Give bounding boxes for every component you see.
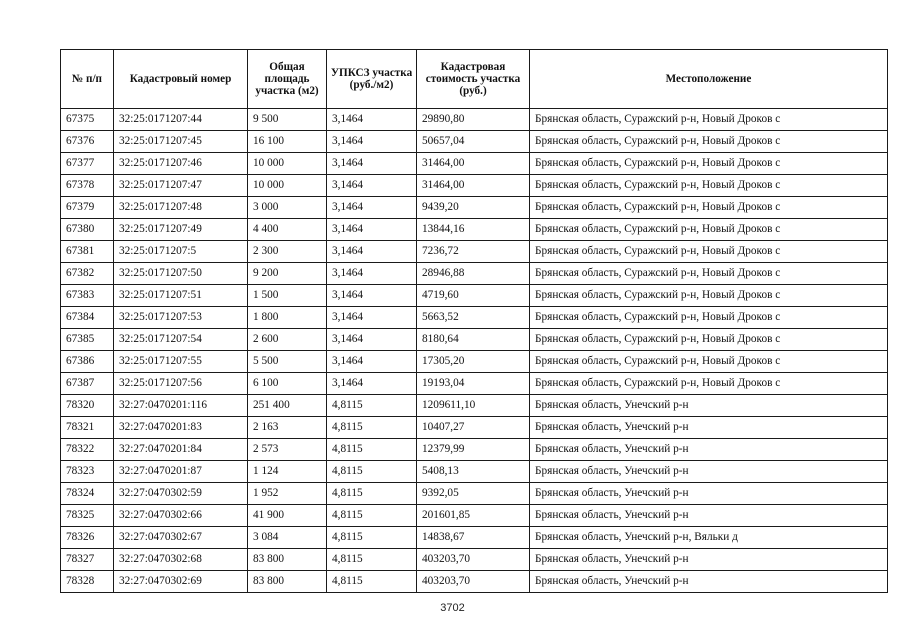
cell-cadastral-value: 12379,99 bbox=[417, 439, 530, 461]
cell-num: 78321 bbox=[61, 417, 114, 439]
header-num: № п/п bbox=[61, 50, 114, 109]
cell-num: 67386 bbox=[61, 351, 114, 373]
cell-location: Брянская область, Суражский р-н, Новый Дроков с bbox=[530, 285, 888, 307]
cell-area: 83 800 bbox=[248, 571, 327, 593]
cell-location: Брянская область, Суражский р-н, Новый Дроков с bbox=[530, 109, 888, 131]
table-row bbox=[61, 219, 888, 241]
cell-area: 2 163 bbox=[248, 417, 327, 439]
table-row bbox=[61, 285, 888, 307]
cell-num: 78324 bbox=[61, 483, 114, 505]
cell-area: 41 900 bbox=[248, 505, 327, 527]
cell-location: Брянская область, Унечский р-н bbox=[530, 483, 888, 505]
cell-cadastral-number: 32:25:0171207:44 bbox=[114, 109, 248, 131]
cell-num: 67375 bbox=[61, 109, 114, 131]
cell-area: 9 500 bbox=[248, 109, 327, 131]
cell-cadastral-number: 32:25:0171207:47 bbox=[114, 175, 248, 197]
cell-num: 67376 bbox=[61, 131, 114, 153]
cell-num: 67379 bbox=[61, 197, 114, 219]
table-row bbox=[61, 241, 888, 263]
cell-num: 78323 bbox=[61, 461, 114, 483]
cell-area: 1 124 bbox=[248, 461, 327, 483]
cell-num: 78327 bbox=[61, 549, 114, 571]
cell-cadastral-number: 32:25:0171207:48 bbox=[114, 197, 248, 219]
cell-cadastral-number: 32:25:0171207:51 bbox=[114, 285, 248, 307]
cell-cadastral-value: 5408,13 bbox=[417, 461, 530, 483]
cell-upksz: 4,8115 bbox=[327, 417, 417, 439]
cell-location: Брянская область, Суражский р-н, Новый Дроков с bbox=[530, 219, 888, 241]
cell-num: 67377 bbox=[61, 153, 114, 175]
cell-upksz: 3,1464 bbox=[327, 329, 417, 351]
header-upksz: УПКСЗ участка (руб./м2) bbox=[327, 50, 417, 109]
table-row bbox=[61, 263, 888, 285]
cell-cadastral-value: 9392,05 bbox=[417, 483, 530, 505]
cell-num: 78325 bbox=[61, 505, 114, 527]
cell-upksz: 4,8115 bbox=[327, 505, 417, 527]
cell-cadastral-number: 32:27:0470302:59 bbox=[114, 483, 248, 505]
cell-cadastral-value: 31464,00 bbox=[417, 153, 530, 175]
cell-cadastral-number: 32:27:0470302:69 bbox=[114, 571, 248, 593]
cell-area: 251 400 bbox=[248, 395, 327, 417]
cell-location: Брянская область, Унечский р-н bbox=[530, 505, 888, 527]
cell-upksz: 3,1464 bbox=[327, 351, 417, 373]
cell-area: 2 300 bbox=[248, 241, 327, 263]
cell-num: 67381 bbox=[61, 241, 114, 263]
table-row bbox=[61, 571, 888, 593]
cell-cadastral-value: 201601,85 bbox=[417, 505, 530, 527]
cell-location: Брянская область, Унечский р-н, Вяльки д bbox=[530, 527, 888, 549]
cell-cadastral-number: 32:27:0470302:67 bbox=[114, 527, 248, 549]
cell-upksz: 3,1464 bbox=[327, 373, 417, 395]
cell-cadastral-value: 14838,67 bbox=[417, 527, 530, 549]
cell-cadastral-number: 32:27:0470302:68 bbox=[114, 549, 248, 571]
cell-area: 1 952 bbox=[248, 483, 327, 505]
cell-cadastral-value: 7236,72 bbox=[417, 241, 530, 263]
cell-cadastral-number: 32:27:0470302:66 bbox=[114, 505, 248, 527]
table-row bbox=[61, 417, 888, 439]
cell-location: Брянская область, Суражский р-н, Новый Дроков с bbox=[530, 351, 888, 373]
cell-num: 67384 bbox=[61, 307, 114, 329]
cell-num: 78328 bbox=[61, 571, 114, 593]
cell-cadastral-number: 32:25:0171207:55 bbox=[114, 351, 248, 373]
cell-cadastral-value: 4719,60 bbox=[417, 285, 530, 307]
cell-area: 3 000 bbox=[248, 197, 327, 219]
cell-num: 67387 bbox=[61, 373, 114, 395]
cell-cadastral-number: 32:27:0470201:116 bbox=[114, 395, 248, 417]
cell-cadastral-value: 31464,00 bbox=[417, 175, 530, 197]
cell-cadastral-value: 8180,64 bbox=[417, 329, 530, 351]
cell-location: Брянская область, Унечский р-н bbox=[530, 395, 888, 417]
table-row bbox=[61, 131, 888, 153]
cell-upksz: 3,1464 bbox=[327, 263, 417, 285]
table-row bbox=[61, 175, 888, 197]
cell-area: 9 200 bbox=[248, 263, 327, 285]
cell-cadastral-number: 32:25:0171207:53 bbox=[114, 307, 248, 329]
cell-area: 2 600 bbox=[248, 329, 327, 351]
cell-cadastral-value: 50657,04 bbox=[417, 131, 530, 153]
cell-upksz: 4,8115 bbox=[327, 483, 417, 505]
cell-cadastral-number: 32:25:0171207:46 bbox=[114, 153, 248, 175]
cell-cadastral-value: 1209611,10 bbox=[417, 395, 530, 417]
cell-num: 78320 bbox=[61, 395, 114, 417]
cell-upksz: 3,1464 bbox=[327, 307, 417, 329]
cell-num: 67382 bbox=[61, 263, 114, 285]
cell-area: 16 100 bbox=[248, 131, 327, 153]
cell-area: 2 573 bbox=[248, 439, 327, 461]
cell-num: 78326 bbox=[61, 527, 114, 549]
cell-upksz: 3,1464 bbox=[327, 285, 417, 307]
header-area: Общая площадь участка (м2) bbox=[248, 50, 327, 109]
cell-location: Брянская область, Суражский р-н, Новый Дроков с bbox=[530, 307, 888, 329]
cell-upksz: 3,1464 bbox=[327, 219, 417, 241]
cell-upksz: 3,1464 bbox=[327, 153, 417, 175]
cell-location: Брянская область, Суражский р-н, Новый Дроков с bbox=[530, 175, 888, 197]
cell-cadastral-number: 32:27:0470201:83 bbox=[114, 417, 248, 439]
cell-area: 83 800 bbox=[248, 549, 327, 571]
cell-upksz: 3,1464 bbox=[327, 131, 417, 153]
table-row bbox=[61, 527, 888, 549]
table-row bbox=[61, 373, 888, 395]
cell-num: 67378 bbox=[61, 175, 114, 197]
cell-cadastral-value: 28946,88 bbox=[417, 263, 530, 285]
cell-area: 10 000 bbox=[248, 153, 327, 175]
cell-cadastral-number: 32:25:0171207:49 bbox=[114, 219, 248, 241]
table-row bbox=[61, 351, 888, 373]
table-row bbox=[61, 505, 888, 527]
cell-cadastral-value: 17305,20 bbox=[417, 351, 530, 373]
cell-location: Брянская область, Суражский р-н, Новый Дроков с bbox=[530, 241, 888, 263]
cell-upksz: 3,1464 bbox=[327, 241, 417, 263]
cell-cadastral-number: 32:25:0171207:5 bbox=[114, 241, 248, 263]
cell-cadastral-number: 32:25:0171207:45 bbox=[114, 131, 248, 153]
cell-num: 67385 bbox=[61, 329, 114, 351]
cell-cadastral-value: 9439,20 bbox=[417, 197, 530, 219]
cell-location: Брянская область, Унечский р-н bbox=[530, 549, 888, 571]
cell-area: 1 500 bbox=[248, 285, 327, 307]
table-row bbox=[61, 461, 888, 483]
cell-num: 67383 bbox=[61, 285, 114, 307]
cadastral-value-table bbox=[60, 49, 888, 593]
header-row bbox=[61, 50, 888, 109]
cell-area: 6 100 bbox=[248, 373, 327, 395]
cell-cadastral-value: 29890,80 bbox=[417, 109, 530, 131]
cell-cadastral-number: 32:25:0171207:54 bbox=[114, 329, 248, 351]
cell-cadastral-number: 32:25:0171207:56 bbox=[114, 373, 248, 395]
cell-location: Брянская область, Суражский р-н, Новый Дроков с bbox=[530, 131, 888, 153]
cell-upksz: 4,8115 bbox=[327, 439, 417, 461]
cell-location: Брянская область, Суражский р-н, Новый Дроков с bbox=[530, 373, 888, 395]
cell-upksz: 4,8115 bbox=[327, 571, 417, 593]
cell-area: 5 500 bbox=[248, 351, 327, 373]
cell-num: 78322 bbox=[61, 439, 114, 461]
cell-cadastral-value: 403203,70 bbox=[417, 571, 530, 593]
cell-cadastral-value: 13844,16 bbox=[417, 219, 530, 241]
table-header bbox=[61, 50, 888, 109]
cell-area: 1 800 bbox=[248, 307, 327, 329]
cell-cadastral-value: 5663,52 bbox=[417, 307, 530, 329]
table-body bbox=[61, 109, 888, 593]
cell-cadastral-number: 32:27:0470201:87 bbox=[114, 461, 248, 483]
page-number: 3702 bbox=[440, 602, 465, 614]
cell-upksz: 3,1464 bbox=[327, 175, 417, 197]
table-row bbox=[61, 439, 888, 461]
cell-location: Брянская область, Суражский р-н, Новый Дроков с bbox=[530, 329, 888, 351]
cell-upksz: 4,8115 bbox=[327, 549, 417, 571]
cell-cadastral-value: 403203,70 bbox=[417, 549, 530, 571]
cell-upksz: 3,1464 bbox=[327, 109, 417, 131]
cell-num: 67380 bbox=[61, 219, 114, 241]
table-row bbox=[61, 307, 888, 329]
table-row bbox=[61, 329, 888, 351]
cell-upksz: 4,8115 bbox=[327, 527, 417, 549]
cell-cadastral-number: 32:27:0470201:84 bbox=[114, 439, 248, 461]
table-row bbox=[61, 153, 888, 175]
header-location: Местоположение bbox=[530, 50, 888, 109]
table-row bbox=[61, 197, 888, 219]
cell-location: Брянская область, Унечский р-н bbox=[530, 417, 888, 439]
cell-location: Брянская область, Унечский р-н bbox=[530, 461, 888, 483]
cell-cadastral-number: 32:25:0171207:50 bbox=[114, 263, 248, 285]
table-row bbox=[61, 549, 888, 571]
cell-upksz: 4,8115 bbox=[327, 461, 417, 483]
cell-location: Брянская область, Унечский р-н bbox=[530, 571, 888, 593]
cell-location: Брянская область, Унечский р-н bbox=[530, 439, 888, 461]
cell-area: 3 084 bbox=[248, 527, 327, 549]
cell-location: Брянская область, Суражский р-н, Новый Дроков с bbox=[530, 197, 888, 219]
cell-upksz: 4,8115 bbox=[327, 395, 417, 417]
table-row bbox=[61, 395, 888, 417]
header-cadastral-value: Кадастровая стоимость участка (руб.) bbox=[417, 50, 530, 109]
cell-cadastral-value: 19193,04 bbox=[417, 373, 530, 395]
table-row bbox=[61, 483, 888, 505]
header-cadastral-number: Кадастровый номер bbox=[114, 50, 248, 109]
cell-location: Брянская область, Суражский р-н, Новый Дроков с bbox=[530, 153, 888, 175]
cell-cadastral-value: 10407,27 bbox=[417, 417, 530, 439]
cell-area: 4 400 bbox=[248, 219, 327, 241]
cell-location: Брянская область, Суражский р-н, Новый Дроков с bbox=[530, 263, 888, 285]
cell-area: 10 000 bbox=[248, 175, 327, 197]
cell-upksz: 3,1464 bbox=[327, 197, 417, 219]
table-row bbox=[61, 109, 888, 131]
